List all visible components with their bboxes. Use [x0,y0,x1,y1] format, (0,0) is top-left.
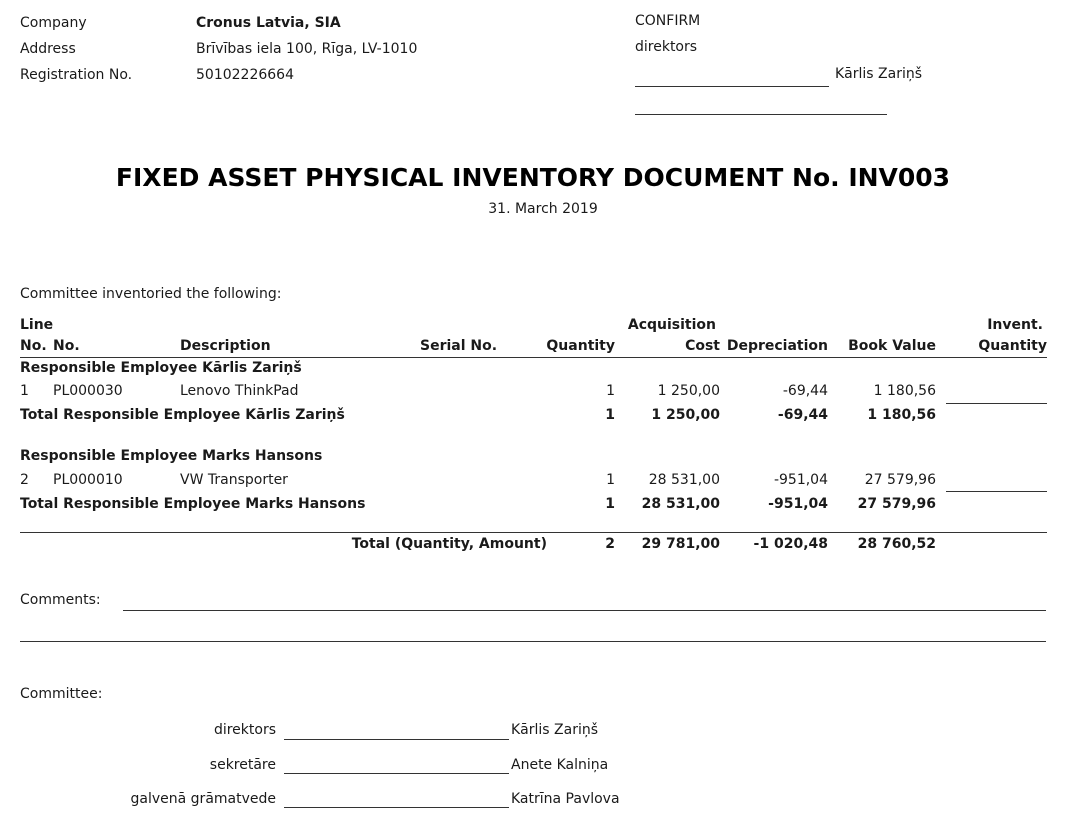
intro-text: Committee inventoried the following: [20,286,282,302]
header-line-top: Line [20,317,54,333]
row-description: VW Transporter [180,472,288,488]
row-line-no: 2 [20,472,29,488]
address-value: Brīvības iela 100, Rīga, LV-1010 [196,41,418,57]
row-cost: 1 250,00 [657,383,720,399]
group-total-depreciation: -951,04 [768,496,828,512]
committee-signature-line [284,773,509,774]
confirm-label: CONFIRM [635,13,701,29]
confirm-signature-line [635,86,829,87]
comments-line [123,610,1046,611]
header-book-value: Book Value [848,338,936,354]
group-total-cost: 1 250,00 [651,407,720,423]
row-quantity: 1 [606,472,615,488]
address-label: Address [20,41,76,57]
row-depreciation: -951,04 [773,472,828,488]
group-header: Responsible Employee Kārlis Zariņš [20,360,302,376]
row-book-value: 1 180,56 [873,383,936,399]
company-label: Company [20,15,87,31]
header-quantity: Quantity [546,338,615,354]
group-total-book-value: 27 579,96 [857,496,936,512]
grand-total-book-value: 28 760,52 [857,536,936,552]
committee-signature-line [284,807,509,808]
row-cost: 28 531,00 [648,472,720,488]
grand-total-depreciation: -1 020,48 [753,536,828,552]
committee-role: sekretāre [209,757,276,773]
confirm-date-line [635,114,887,115]
committee-role: direktors [213,722,276,738]
grand-total-quantity: 2 [605,536,615,552]
grand-total-rule [20,532,1047,533]
committee-name: Anete Kalniņa [511,757,609,773]
group-total-depreciation: -69,44 [777,407,828,423]
header-line-no: No. [20,338,47,354]
confirm-position: direktors [635,39,698,55]
grand-total-cost: 29 781,00 [641,536,720,552]
header-description: Description [180,338,271,354]
comments-label: Comments: [20,592,101,608]
row-quantity: 1 [606,383,615,399]
group-total-label: Total Responsible Employee Kārlis Zariņš [20,407,345,423]
registration-value: 50102226664 [196,67,294,83]
group-total-cost: 28 531,00 [641,496,720,512]
header-acquisition-top: Acquisition [627,317,716,333]
group-total-quantity: 1 [605,496,615,512]
row-book-value: 27 579,96 [864,472,936,488]
comments-line [20,641,1046,642]
company-value: Cronus Latvia, SIA [196,15,341,31]
committee-label: Committee: [20,686,103,702]
committee-name: Kārlis Zariņš [511,722,599,738]
confirm-name: Kārlis Zariņš [835,66,923,82]
document-date: 31. March 2019 [488,201,598,217]
committee-role: galvenā grāmatvede [130,791,276,807]
grand-total-label: Total (Quantity, Amount) [351,536,547,552]
group-total-label: Total Responsible Employee Marks Hansons [20,496,366,512]
row-asset-no: PL000010 [53,472,123,488]
row-depreciation: -69,44 [782,383,828,399]
committee-name: Katrīna Pavlova [511,791,620,807]
committee-signature-line [284,739,509,740]
group-total-book-value: 1 180,56 [867,407,936,423]
header-serial: Serial No. [420,338,498,354]
row-asset-no: PL000030 [53,383,123,399]
row-description: Lenovo ThinkPad [180,383,299,399]
header-depreciation: Depreciation [726,338,828,354]
header-no: No. [53,338,80,354]
group-header: Responsible Employee Marks Hansons [20,448,323,464]
group-total-quantity: 1 [605,407,615,423]
header-invent-top: Invent. [987,317,1043,333]
document-title: FIXED ASSET PHYSICAL INVENTORY DOCUMENT No. INV003 [115,163,951,192]
invent-quantity-line [946,491,1047,492]
registration-label: Registration No. [20,67,133,83]
header-rule [20,357,1047,358]
header-invent-quantity: Quantity [978,338,1047,354]
invent-quantity-line [946,403,1047,404]
row-line-no: 1 [20,383,29,399]
header-acquisition-cost: Cost [685,338,720,354]
